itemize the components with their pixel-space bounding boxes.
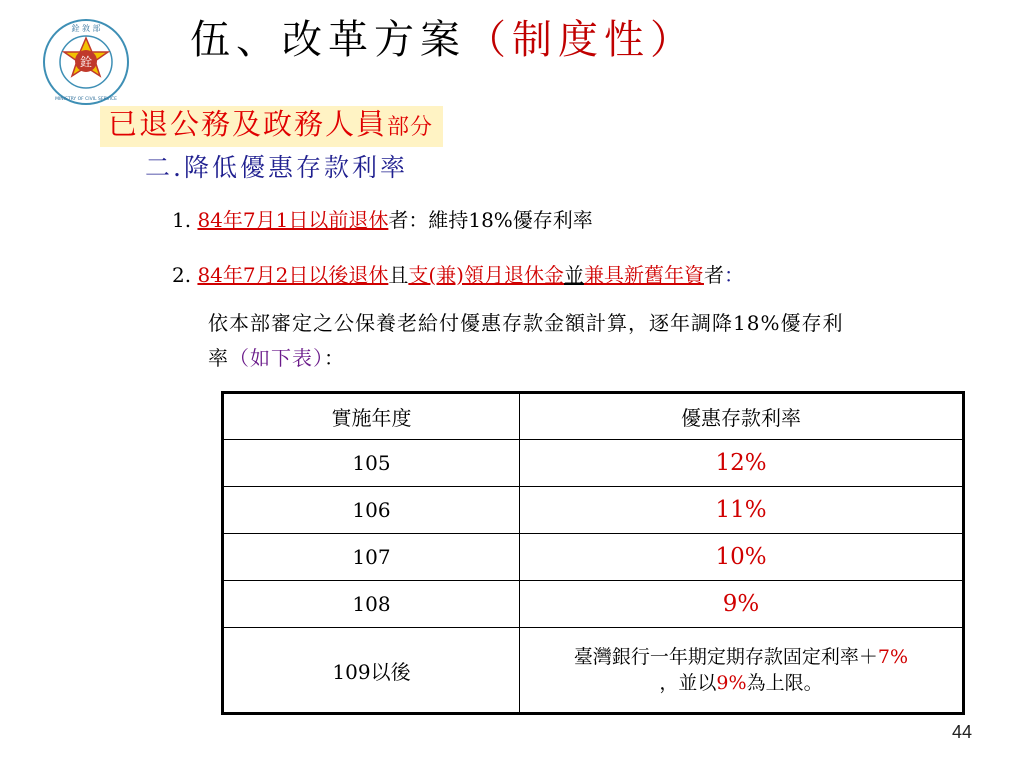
row-year: 109以後 — [223, 628, 520, 714]
table-row — [223, 581, 964, 628]
cont-end: ： — [324, 346, 345, 370]
note-a-rate: 7% — [877, 646, 909, 668]
header-year: 實施年度 — [223, 393, 520, 440]
subhead-suffix: 部分 — [387, 115, 434, 140]
cont-start: 率 — [208, 346, 229, 370]
note-b-rate: 9% — [716, 672, 747, 694]
page-number: 44 — [951, 722, 972, 742]
item2-part3: 兼具新舊年資 — [583, 263, 704, 287]
cont-paren: （如下表） — [229, 346, 324, 370]
row-rate: 12% — [520, 440, 964, 487]
row-year: 105 — [223, 440, 520, 487]
table-row-last — [223, 628, 964, 714]
row-year: 106 — [223, 487, 520, 534]
subhead-banner — [100, 106, 443, 147]
list-item-1 — [172, 205, 593, 235]
item2-join3: 者 — [703, 263, 724, 287]
row-rate: 11% — [520, 487, 964, 534]
note-b-end: 為上限。 — [746, 672, 823, 694]
row-rate-note — [520, 628, 964, 714]
item1-rest: 者：維持18%優存利率 — [388, 208, 593, 232]
note-b-start: ，並以 — [659, 672, 717, 694]
item-number: 1. — [172, 208, 192, 232]
item2-part2: 支(兼)領月退休金 — [408, 263, 564, 287]
header-rate: 優惠存款利率 — [520, 393, 964, 440]
title-main: 伍、改革方案 — [190, 17, 466, 63]
item2-continuation-line2 — [208, 343, 345, 373]
item2-continuation-line1: 依本部審定之公保養老給付優惠存款金額計算，逐年調降18%優存利 — [208, 311, 844, 335]
table-row — [223, 440, 964, 487]
rate-table — [221, 391, 965, 715]
note-line2 — [520, 670, 962, 696]
table-header-row — [223, 393, 964, 440]
row-year: 108 — [223, 581, 520, 628]
item2-part1: 84年7月2日以後退休 — [197, 263, 389, 287]
note-line1 — [520, 644, 962, 670]
ministry-logo — [30, 16, 142, 108]
item1-highlight: 84年7月1日以前退休 — [197, 208, 389, 232]
table-row — [223, 487, 964, 534]
subhead-main: 已退公務及政務人員 — [108, 107, 388, 141]
item2-colon: ： — [723, 263, 744, 287]
row-rate: 10% — [520, 534, 964, 581]
item-number: 2. — [172, 263, 192, 287]
logo-center-char: 銓 — [79, 55, 93, 69]
section-heading: 二.降低優惠存款利率 — [145, 153, 408, 182]
item2-join2: 並 — [563, 263, 584, 287]
note-a: 臺灣銀行一年期定期存款固定利率＋ — [573, 646, 878, 668]
row-year: 107 — [223, 534, 520, 581]
title-accent: （制度性） — [466, 17, 696, 63]
logo-top-text: 銓 敘 部 — [71, 24, 101, 33]
slide-title — [190, 14, 696, 66]
item2-join1: 且 — [388, 263, 409, 287]
table-row — [223, 534, 964, 581]
list-item-2 — [172, 260, 744, 290]
logo-ring-text: MINISTRY OF CIVIL SERVICE — [55, 97, 117, 102]
row-rate: 9% — [520, 581, 964, 628]
